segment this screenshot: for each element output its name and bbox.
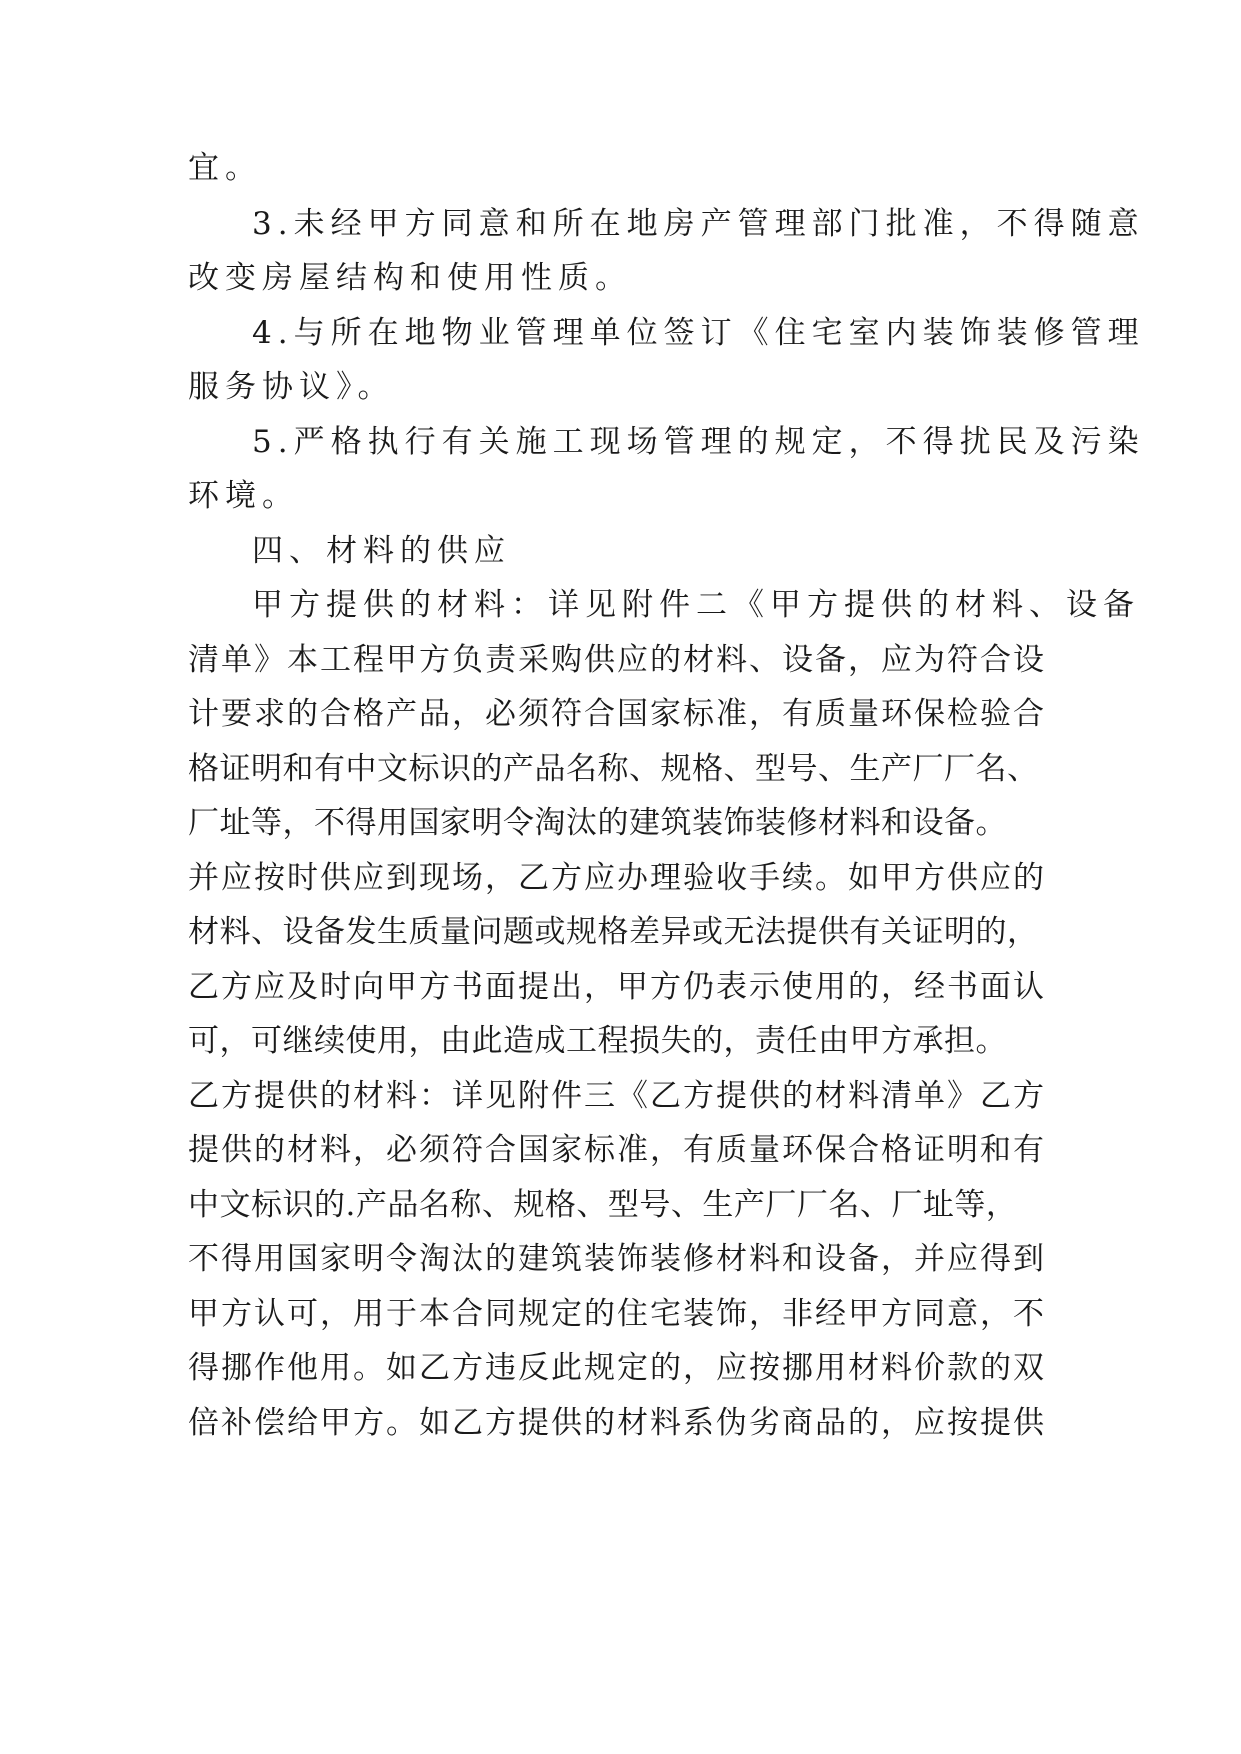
- text-line-14: 并应按时供应到现场，乙方应办理验收手续。如甲方供应的: [188, 860, 1046, 896]
- text-line-19: 提供的材料，必须符合国家标准，有质量环保合格证明和有: [188, 1132, 1046, 1168]
- text-line-16: 乙方应及时向甲方书面提出，甲方仍表示使用的，经书面认: [188, 969, 1046, 1005]
- section-heading: 四、材料的供应: [252, 533, 511, 569]
- text-line-22: 甲方认可，用于本合同规定的住宅装饰，非经甲方同意，不: [188, 1296, 1046, 1332]
- text-line-10: 清单》本工程甲方负责采购供应的材料、设备，应为符合设: [188, 642, 1046, 678]
- text-line-5: 服务协议》。: [188, 369, 395, 405]
- text-line-6: 5.严格执行有关施工现场管理的规定，不得扰民及污染: [252, 424, 1145, 460]
- text-line-18: 乙方提供的材料：详见附件三《乙方提供的材料清单》乙方: [188, 1078, 1046, 1114]
- text-line-24: 倍补偿给甲方。如乙方提供的材料系伪劣商品的，应按提供: [188, 1405, 1046, 1441]
- text-line-23: 得挪作他用。如乙方违反此规定的，应按挪用材料价款的双: [188, 1350, 1046, 1386]
- text-line-21: 不得用国家明令淘汰的建筑装饰装修材料和设备，并应得到: [188, 1241, 1046, 1277]
- text-line-3: 改变房屋结构和使用性质。: [188, 260, 632, 296]
- text-line-11: 计要求的合格产品，必须符合国家标准，有质量环保检验合: [188, 696, 1046, 732]
- text-line-9: 甲方提供的材料：详见附件二《甲方提供的材料、设备: [252, 587, 1140, 623]
- text-line-12: 格证明和有中文标识的产品名称、规格、型号、生产厂厂名、: [188, 751, 1039, 787]
- text-line-1: 宜。: [188, 150, 262, 186]
- text-line-4: 4.与所在地物业管理单位签订《住宅室内装饰装修管理: [252, 315, 1145, 351]
- text-line-15: 材料、设备发生质量问题或规格差异或无法提供有关证明的，: [188, 914, 1039, 950]
- text-line-2: 3.未经甲方同意和所在地房产管理部门批准，不得随意: [252, 206, 1145, 242]
- text-line-7: 环境。: [188, 478, 299, 514]
- text-line-20: 中文标识的.产品名称、规格、型号、生产厂厂名、厂址等，: [188, 1187, 1018, 1223]
- text-line-13: 厂址等，不得用国家明令淘汰的建筑装饰装修材料和设备。: [188, 805, 1007, 841]
- text-line-17: 可，可继续使用，由此造成工程损失的，责任由甲方承担。: [188, 1023, 1007, 1059]
